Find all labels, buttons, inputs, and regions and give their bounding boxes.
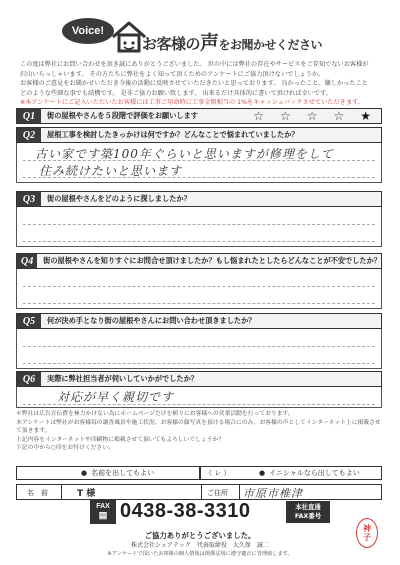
intro-line: どのような些細な事でも結構です。 是非ご協力お願い致します。 出来るだけ具体的に書いて頂ければ幸いです。 — [20, 89, 332, 97]
fax-area — [90, 500, 330, 526]
question-number: Q1 — [17, 109, 41, 123]
question-text: 街の屋根やさんを知りすぐにお問合せ頂けましたか？もし悩まれたとしたらどんなことが不安でしたか？ — [43, 256, 381, 265]
question-3 — [16, 191, 382, 207]
name-label: 名 前 — [27, 489, 48, 497]
answer-area-4[interactable] — [16, 269, 382, 309]
fax-number: 0438-38-3310 — [120, 500, 251, 522]
title-mid: をお聞かせください — [218, 38, 323, 52]
star-icon[interactable]: ☆ — [253, 109, 264, 123]
question-text: 実際に弊社担当者が伺いしていかがでしたか？ — [47, 374, 198, 383]
bullet-icon: ● — [81, 469, 88, 477]
question-number: Q3 — [17, 192, 41, 206]
option-label: イニシャルなら出してもよい — [269, 469, 360, 477]
question-1 — [16, 108, 382, 124]
notice-line: 本アンケートは弊社がお客様毎の調査風景や施工状況、お客様の顔写真を頂ける場合にのみ、お客様の声としてインターネット上に掲載させて頂きます。 — [16, 419, 381, 435]
answer-line — [23, 286, 375, 287]
answer-area-3[interactable] — [16, 207, 382, 247]
divider — [61, 485, 62, 499]
answer-line — [23, 241, 375, 242]
handwritten-answer: 住み続けたいと思います — [39, 164, 183, 178]
title-big: 声 — [200, 32, 219, 54]
question-5 — [16, 313, 382, 329]
star-icon[interactable]: ☆ — [279, 109, 291, 123]
rating-stars — [253, 109, 371, 123]
fax-tag — [286, 501, 330, 523]
handwritten-answer: 対応が早く親切です — [57, 390, 175, 404]
question-number: Q2 — [17, 128, 41, 142]
title-pre: お客様の — [142, 35, 201, 53]
answer-line — [23, 224, 375, 225]
handwritten-answer: 古い家です築100年ぐらいと思いますが修理をして — [35, 147, 334, 161]
seal-char: 子 — [363, 533, 371, 542]
divider — [239, 485, 240, 499]
question-number: Q5 — [17, 314, 41, 328]
address-field[interactable]: 市原市椎津 — [243, 487, 303, 500]
seal-char: 神 — [363, 524, 371, 533]
option-mark: （ レ ） — [205, 469, 231, 477]
permission-initial-option[interactable] — [200, 466, 382, 480]
company-info: 株式会社シェアテック 代表取締役 大久保 誠二 — [131, 542, 269, 549]
fax-machine-glyph: ▤ — [98, 510, 108, 520]
answer-area-6[interactable] — [16, 387, 382, 408]
privacy-note: ※アンケートで頂いたお客様の個人情報は関係法規に遵守適正に管理致します。 — [107, 551, 293, 557]
fax-icon-label: FAX — [96, 503, 110, 510]
answer-line — [23, 346, 375, 347]
fax-tag-line: 本社直通 — [295, 503, 321, 511]
intro-line: お客様のご意見をお聞かせいただき今後の活動に反映させていただきたいと思っております。 良かったこと、嫌しかったこと — [20, 80, 368, 88]
question-text: 街の屋根やさんを５段階で評価をお願いします — [47, 111, 198, 120]
star-icon[interactable]: ☆ — [333, 109, 345, 123]
notice-line: 上記内容をインターネットや印刷物に掲載させて頂いてもよろしいでしょうか？ — [16, 436, 225, 443]
thanks-text: ご協力ありがとうございました。 — [144, 531, 256, 540]
voice-badge: Voice! — [62, 18, 114, 44]
question-number: Q6 — [17, 372, 41, 386]
notice-line: 下記の中から○印をお付けください。 — [16, 445, 114, 452]
page-title — [142, 28, 322, 55]
option-label: 名前を出してもよい — [91, 469, 155, 477]
intro-line: この度は弊社にお問い合わせを頂き誠にありがとうございました。 世の中には弊社の存在やサービスをご存知でないお客様が — [20, 61, 369, 68]
publication-notice — [16, 410, 386, 453]
divider — [201, 485, 202, 499]
question-text: 街の屋根やさんをどのように探しましたか？ — [47, 194, 191, 203]
answer-line — [23, 303, 375, 304]
question-text: 屋根工事を検討したきっかけは何ですか？どんなことで悩まれていましたか？ — [47, 130, 299, 139]
name-address-row — [16, 484, 382, 500]
star-icon[interactable]: ☆ — [306, 109, 318, 123]
question-number: Q4 — [17, 254, 37, 268]
hanko-seal — [356, 518, 378, 548]
bullet-icon: ● — [259, 469, 266, 477]
fax-icon — [90, 500, 116, 524]
notice-line: ＊弊社は広告宣伝費を極力かけない為にホームページだけを頼りにお客様への営業活動を行っております。 — [16, 411, 294, 417]
fax-tag-line: FAX番号 — [294, 512, 322, 520]
name-field[interactable]: T 様 — [77, 489, 96, 499]
star-filled-icon[interactable]: ★ — [360, 109, 371, 123]
cashback-note: ※本アンケートにご記入いただいたお客様には工事ご用命時に工事金額相当の 1%をキャッシュバックさせていただきます。 — [20, 99, 364, 107]
answer-area-2[interactable] — [16, 143, 382, 183]
intro-line: 沢山いらっしゃいます。 その方たちに弊社をよく知って頂くためのアンケートにご協力頂けないでしょうか。 — [20, 70, 325, 78]
address-label: ご住所 — [207, 489, 228, 497]
answer-line — [23, 363, 375, 364]
question-4 — [16, 253, 382, 269]
question-text: 何が決め手となり街の屋根やさんにお問い合わせ頂きましたか？ — [47, 316, 256, 325]
intro-text — [20, 60, 382, 108]
permission-name-option[interactable] — [16, 466, 200, 480]
question-2 — [16, 127, 382, 143]
answer-area-5[interactable] — [16, 329, 382, 369]
question-6 — [16, 371, 382, 387]
